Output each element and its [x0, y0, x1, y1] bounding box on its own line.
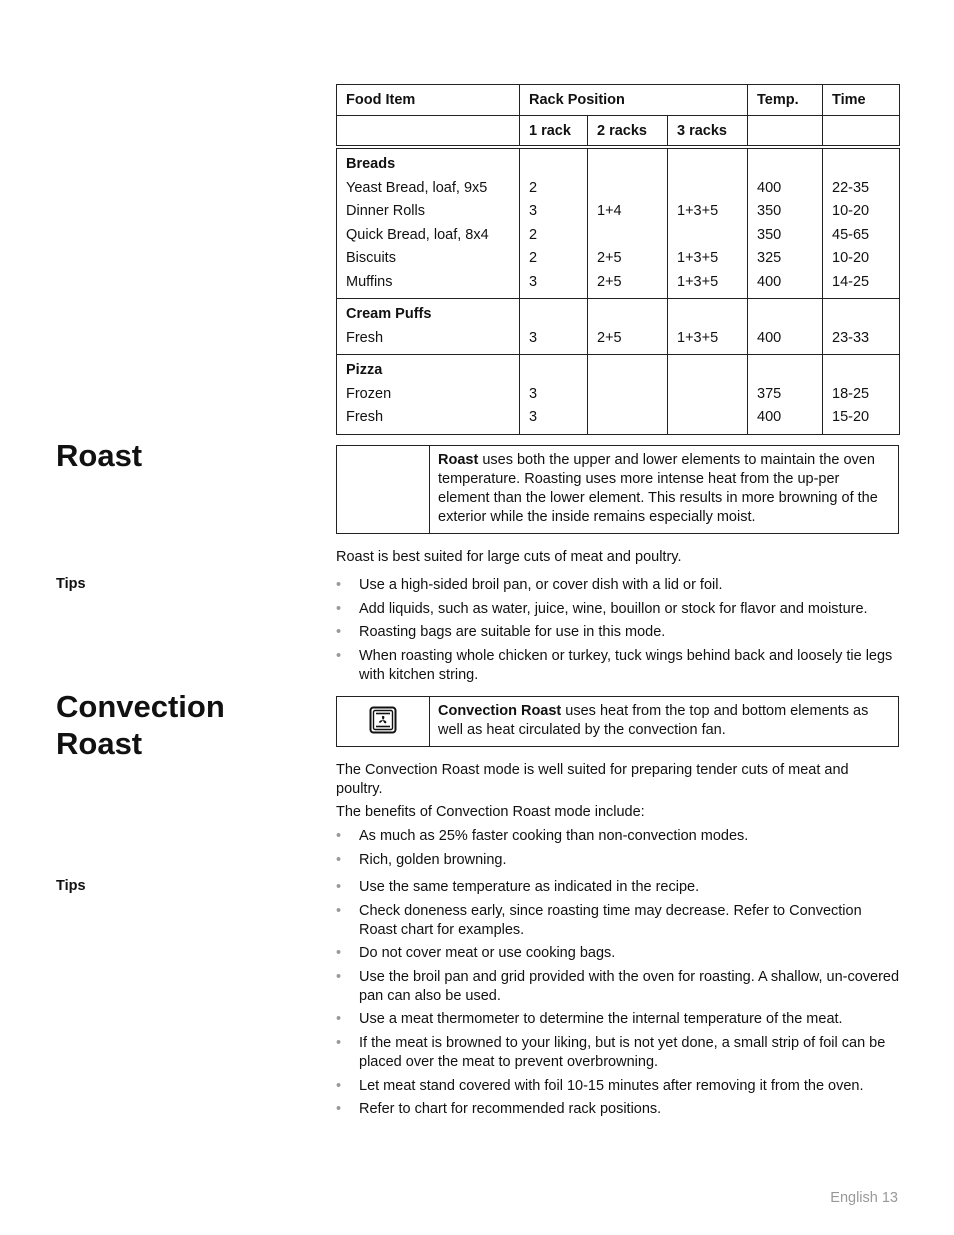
subheader-blank: [337, 116, 520, 148]
list-item: • Refer to chart for recommended rack positions.: [336, 1100, 901, 1119]
table-value: 3: [529, 273, 538, 290]
table-cell-temp: [748, 355, 823, 435]
roast-heading: Roast: [56, 438, 143, 473]
table-value: [677, 383, 738, 407]
roast-mode-box: [336, 445, 899, 534]
roast-mode-name: Roast: [438, 452, 479, 468]
convection-roast-heading: [56, 688, 225, 762]
list-item: • As much as 25% faster cooking than non-convection modes.: [336, 827, 901, 846]
table-item: Biscuits: [346, 250, 396, 266]
convection-roast-mode-description: [430, 697, 898, 746]
table-value: [677, 177, 738, 201]
table-value: 2+5: [597, 329, 622, 346]
table-item: Muffins: [346, 273, 393, 290]
cooking-chart-table: [336, 84, 900, 435]
table-value: 2+5: [597, 273, 622, 290]
table-value: [597, 177, 658, 201]
roast-mode-text: uses both the upper and lower elements to maintain the oven temperature. Roasting uses more intense heat from the up-per element than the lower element. This results in more browning of the exterior while the inside remains especially moist.: [438, 452, 878, 525]
table-group-cream-puffs: [337, 299, 900, 355]
table-item: Fresh: [346, 409, 384, 425]
table-value: 1+3+5: [677, 273, 719, 290]
table-item: Dinner Rolls: [346, 203, 425, 219]
table-cell-time: [823, 299, 900, 355]
subheader-one-rack: 1 rack: [520, 116, 588, 148]
table-cell-one-rack: [520, 299, 588, 355]
table-value: 1+3+5: [677, 203, 719, 219]
roast-mode-description: [430, 446, 898, 533]
table-value: 3: [529, 329, 538, 346]
convection-roast-tips-list: [336, 878, 901, 1124]
subheader-two-racks: 2 racks: [588, 116, 668, 148]
table-cell-temp: [748, 299, 823, 355]
table-group-pizza: [337, 355, 900, 435]
table-cell-one-rack: [520, 355, 588, 435]
convection-roast-icon-cell: [337, 697, 430, 746]
convection-roast-tips-label: Tips: [56, 878, 86, 894]
table-value: 1+3+5: [677, 250, 719, 266]
table-cell-three-racks: [668, 355, 748, 435]
subheader-blank: [823, 116, 900, 148]
page-number: English 13: [830, 1190, 898, 1206]
list-item: • If the meat is browned to your liking, but is not yet done, a small strip of foil can be placed over the meat to prevent overbrowning.: [336, 1034, 901, 1072]
list-item: • Do not cover meat or use cooking bags.: [336, 944, 901, 963]
table-item: Frozen: [346, 385, 392, 402]
list-item: • When roasting whole chicken or turkey, tuck wings behind back and loosely tie legs with kitchen string.: [336, 647, 901, 685]
table-cell-one-rack: [520, 147, 588, 299]
table-value: [677, 224, 738, 248]
roast-tips-list: [336, 576, 901, 689]
subheader-three-racks: 3 racks: [668, 116, 748, 148]
table-item: Fresh: [346, 329, 384, 346]
table-value: 22-35: [832, 179, 870, 196]
table-cell-two-racks: [588, 147, 668, 299]
list-item: • Let meat stand covered with foil 10-15 minutes after removing it from the oven.: [336, 1077, 901, 1096]
list-item: • Use a high-sided broil pan, or cover dish with a lid or foil.: [336, 576, 901, 595]
table-value: 350: [757, 226, 782, 243]
table-value: 23-33: [832, 329, 870, 346]
table-cell-time: [823, 355, 900, 435]
convection-roast-mode-text: uses heat from the top and bottom elements as well as heat circulated by the convection fan.: [438, 703, 869, 738]
table-value: 350: [757, 203, 782, 219]
table-value: 3: [529, 203, 538, 219]
roast-tips-label: Tips: [56, 576, 86, 592]
table-value: 3: [529, 409, 538, 425]
table-cell-items: [337, 355, 520, 435]
convection-roast-icon: [369, 706, 397, 738]
convection-roast-benefits-list: [336, 827, 901, 874]
table-value: [597, 383, 658, 407]
table-value: 1+4: [597, 203, 622, 219]
header-temp: Temp.: [748, 85, 823, 116]
table-value: [677, 406, 738, 430]
table-group-title: Pizza: [346, 362, 383, 378]
table-cell-time: [823, 147, 900, 299]
table-value: 325: [757, 250, 782, 266]
convection-roast-mode-box: [336, 696, 899, 747]
table-value: [597, 224, 658, 248]
header-time: Time: [823, 85, 900, 116]
table-value: 10-20: [832, 203, 870, 219]
table-value: 18-25: [832, 385, 870, 402]
table-group-title: Cream Puffs: [346, 306, 432, 322]
table-cell-two-racks: [588, 299, 668, 355]
header-food-item: Food Item: [337, 85, 520, 116]
table-value: 2+5: [597, 250, 622, 266]
list-item: • Roasting bags are suitable for use in this mode.: [336, 623, 901, 642]
roast-icon-cell: [337, 446, 430, 533]
subheader-blank: [748, 116, 823, 148]
table-value: [597, 406, 658, 430]
table-cell-three-racks: [668, 299, 748, 355]
convection-roast-mode-name: Convection Roast: [438, 703, 562, 719]
table-value: 10-20: [832, 250, 870, 266]
convection-roast-benefits-intro: The benefits of Convection Roast mode include:: [336, 804, 645, 820]
list-item: • Use a meat thermometer to determine the internal temperature of the meat.: [336, 1010, 901, 1029]
table-value: 1+3+5: [677, 329, 719, 346]
table-value: 400: [757, 273, 782, 290]
table-value: 2: [529, 226, 538, 243]
list-item: • Use the same temperature as indicated in the recipe.: [336, 878, 901, 897]
table-cell-two-racks: [588, 355, 668, 435]
table-cell-items: [337, 147, 520, 299]
table-value: 15-20: [832, 409, 870, 425]
table-value: 45-65: [832, 226, 870, 243]
list-item: • Use the broil pan and grid provided with the oven for roasting. A shallow, un-covered pan can also be used.: [336, 968, 901, 1006]
table-value: 400: [757, 409, 782, 425]
table-item: Yeast Bread, loaf, 9x5: [346, 179, 488, 196]
table-value: 14-25: [832, 273, 870, 290]
table-value: 2: [529, 179, 538, 196]
roast-intro: Roast is best suited for large cuts of meat and poultry.: [336, 549, 682, 565]
table-cell-items: [337, 299, 520, 355]
table-item: Quick Bread, loaf, 8x4: [346, 226, 489, 243]
table-group-title: Breads: [346, 156, 396, 172]
table-value: 2: [529, 250, 538, 266]
table-value: 400: [757, 329, 782, 346]
table-value: 400: [757, 179, 782, 196]
convection-roast-intro: The Convection Roast mode is well suited for preparing tender cuts of meat and poultry.: [336, 762, 849, 797]
list-item: • Rich, golden browning.: [336, 851, 901, 870]
table-group-breads: [337, 147, 900, 299]
table-value: 375: [757, 385, 782, 402]
convection-roast-heading-line1: Convection: [56, 689, 225, 724]
list-item: • Add liquids, such as water, juice, wine, bouillon or stock for flavor and moisture.: [336, 600, 901, 619]
list-item: • Check doneness early, since roasting time may decrease. Refer to Convection Roast chart for examples.: [336, 902, 901, 940]
table-cell-three-racks: [668, 147, 748, 299]
table-value: 3: [529, 385, 538, 402]
table-cell-temp: [748, 147, 823, 299]
convection-roast-heading-line2: Roast: [56, 726, 143, 761]
header-rack-position: Rack Position: [520, 85, 748, 116]
